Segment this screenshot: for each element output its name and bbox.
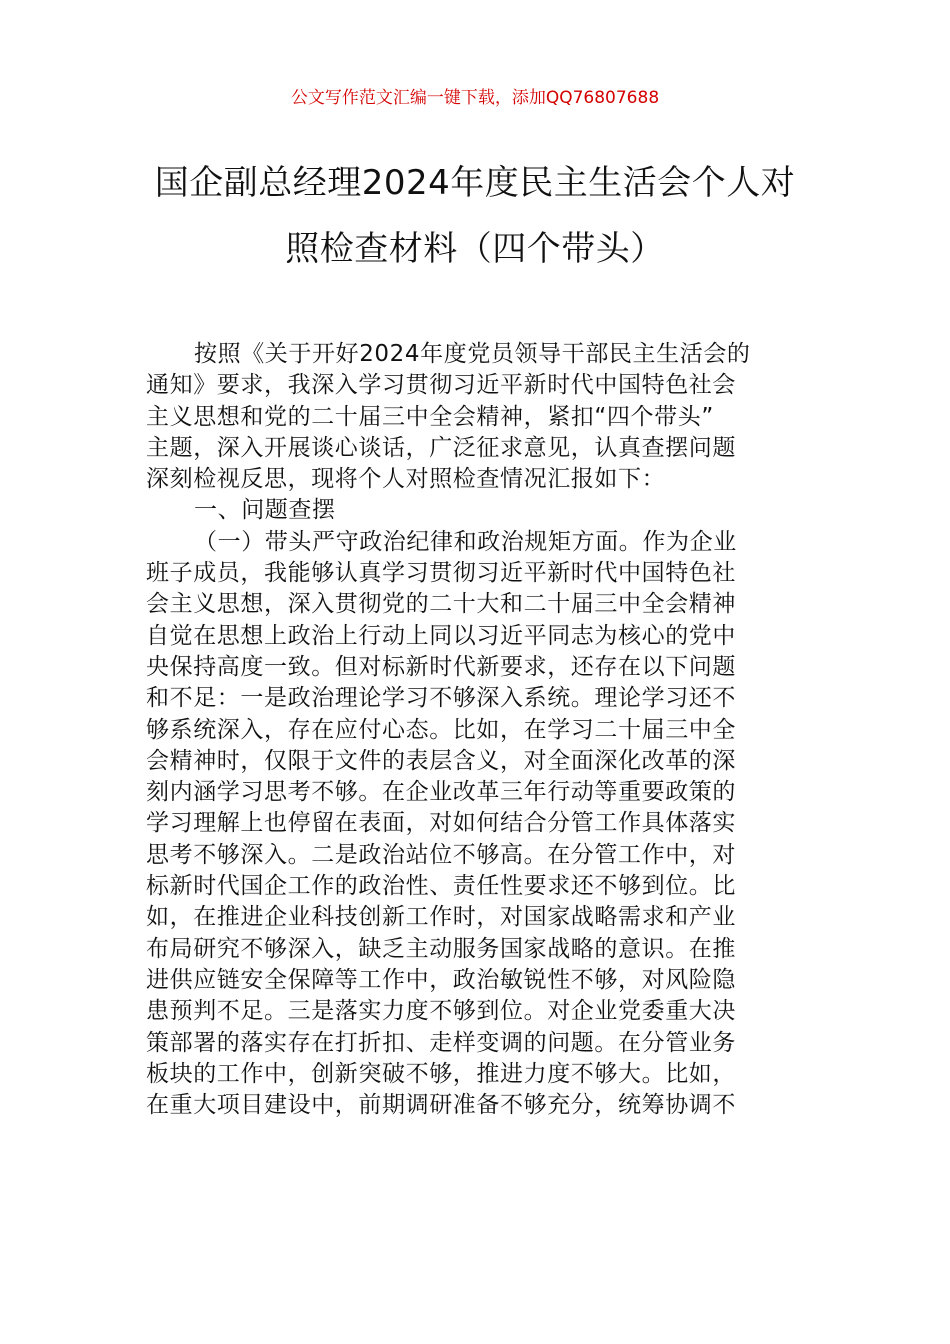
paragraph-line: 和不足：一是政治理论学习不够深入系统。理论学习还不 bbox=[146, 685, 736, 712]
paragraph-line: 通知》要求，我深入学习贯彻习近平新时代中国特色社会 bbox=[146, 372, 736, 399]
title-line-1: 国企副总经理2024年度民主生活会个人对 bbox=[154, 163, 796, 203]
paragraph-line: 思考不够深入。二是政治站位不够高。在分管工作中，对 bbox=[146, 841, 736, 868]
paragraph-line: 策部署的落实存在打折扣、走样变调的问题。在分管业务 bbox=[146, 1029, 736, 1056]
paragraph-line: 央保持高度一致。但对标新时代新要求，还存在以下问题 bbox=[146, 653, 736, 680]
paragraph-line: 板块的工作中，创新突破不够，推进力度不够大。比如， bbox=[146, 1060, 736, 1087]
title-line-2: 照检查材料（四个带头） bbox=[285, 229, 665, 269]
paragraph-line: 在重大项目建设中，前期调研准备不够充分，统筹协调不 bbox=[146, 1092, 736, 1119]
paragraph-line: 按照《关于开好2024年度党员领导干部民主生活会的 bbox=[194, 341, 751, 367]
document-body bbox=[146, 339, 808, 1121]
paragraph-line: 够系统深入，存在应付心态。比如，在学习二十届三中全 bbox=[146, 716, 736, 743]
paragraph-line: 主义思想和党的二十届三中全会精神，紧扣“四个带头” bbox=[146, 403, 714, 430]
paragraph-line: 布局研究不够深入，缺乏主动服务国家战略的意识。在推 bbox=[146, 935, 736, 962]
paragraph-line: （一）带头严守政治纪律和政治规矩方面。作为企业 bbox=[194, 528, 737, 555]
paragraph-line: 主题，深入开展谈心谈话，广泛征求意见，认真查摆问题 bbox=[146, 434, 736, 461]
paragraph-line: 会精神时，仅限于文件的表层含义，对全面深化改革的深 bbox=[146, 747, 736, 774]
paragraph-line: 如，在推进企业科技创新工作时，对国家战略需求和产业 bbox=[146, 904, 736, 931]
paragraph-line: 深刻检视反思，现将个人对照检查情况汇报如下： bbox=[146, 466, 666, 493]
paragraph-line: 刻内涵学习思考不够。在企业改革三年行动等重要政策的 bbox=[146, 779, 736, 806]
section-heading: 一、问题查摆 bbox=[194, 497, 336, 524]
paragraph-line: 患预判不足。三是落实力度不够到位。对企业党委重大决 bbox=[146, 998, 736, 1025]
paragraph-line: 标新时代国企工作的政治性、责任性要求还不够到位。比 bbox=[146, 873, 736, 900]
paragraph-line: 班子成员，我能够认真学习贯彻习近平新时代中国特色社 bbox=[146, 560, 736, 587]
paragraph-line: 学习理解上也停留在表面，对如何结合分管工作具体落实 bbox=[146, 810, 736, 837]
paragraph-line: 进供应链安全保障等工作中，政治敏锐性不够，对风险隐 bbox=[146, 966, 736, 993]
document-title bbox=[120, 150, 830, 282]
paragraph-line: 会主义思想，深入贯彻党的二十大和二十届三中全会精神 bbox=[146, 591, 736, 618]
header-promo-note: 公文写作范文汇编一键下载，添加QQ76807688 bbox=[290, 88, 660, 108]
paragraph-line: 自觉在思想上政治上行动上同以习近平同志为核心的党中 bbox=[146, 622, 736, 649]
